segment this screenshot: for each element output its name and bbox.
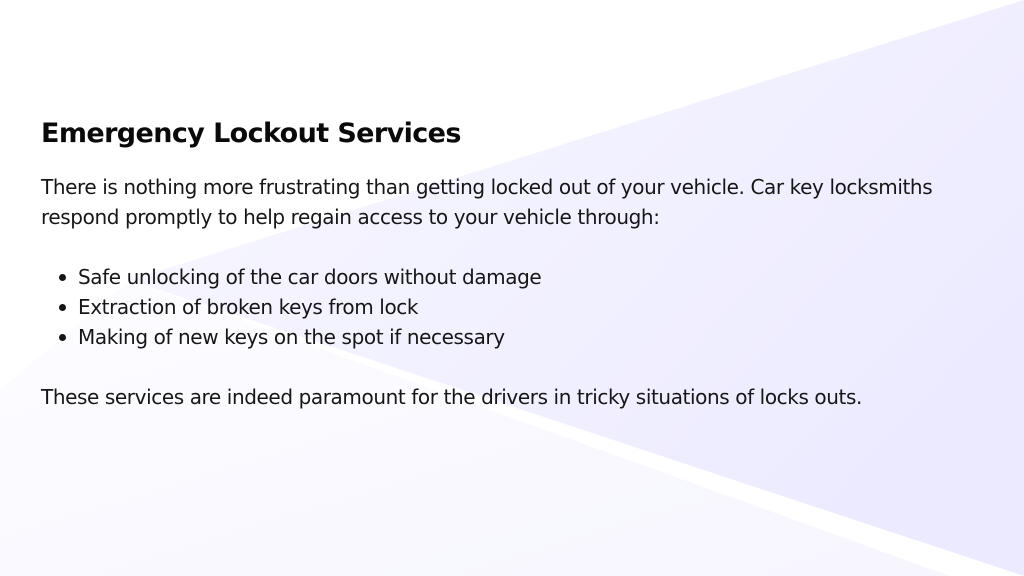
bullet-dot (59, 274, 66, 281)
closing-paragraph: These services are indeed paramount for the drivers in tricky situations of locks outs. (41, 385, 862, 409)
bullet-dot (59, 334, 66, 341)
list-item-text: Making of new keys on the spot if necessary (78, 325, 505, 349)
list-item (41, 322, 1001, 352)
list-item-text: Safe unlocking of the car doors without damage (78, 265, 542, 289)
content (41, 112, 1001, 412)
list-item (41, 292, 1001, 322)
slide-title: Emergency Lockout Services (41, 118, 461, 149)
bullet-list (41, 262, 1001, 352)
list-item (41, 262, 1001, 292)
list-item-text: Extraction of broken keys from lock (78, 295, 419, 319)
intro-paragraph: There is nothing more frustrating than getting locked out of your vehicle. Car key locksmiths respond promptly to help regain access to your vehicle through: (41, 175, 933, 229)
bullet-dot (59, 304, 66, 311)
